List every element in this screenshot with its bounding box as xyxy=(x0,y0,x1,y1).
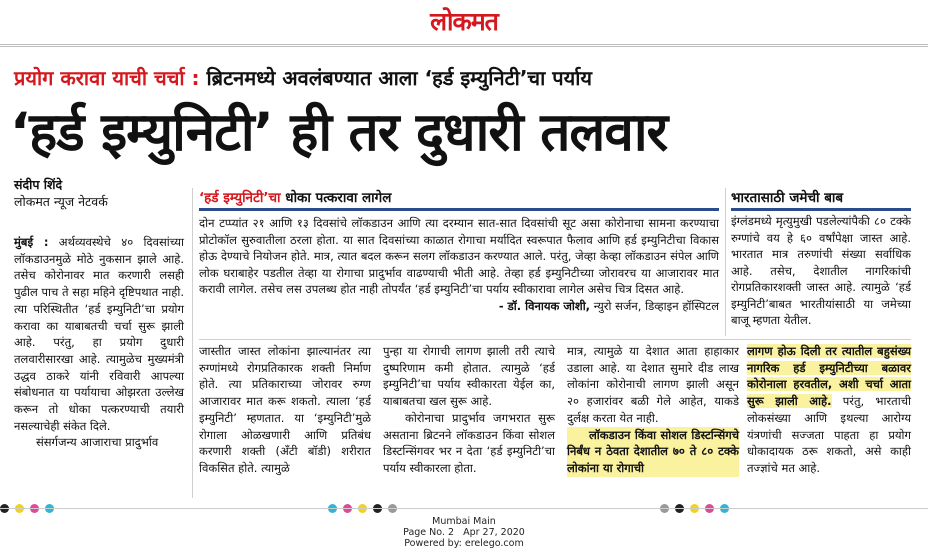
quote-role: न्युरो सर्जन, डिव्हाइन हॉस्पिटल xyxy=(590,298,719,313)
column-4-para-1: मात्र, त्यामुळे या देशात आता हाहाकार उडाला आहे. या देशात सुमारे दीड लाख लोकांना कोरोनाची लागण झाली असून २० हजारांवर बळी गेले आहेत, याकडे दुर्लक्ष करता येत नाही. xyxy=(567,344,739,425)
column-3-para-2: कोरोनाचा प्रादुर्भाव जगभरात सुरू असताना ब्रिटनने लॉकडाउन किंवा सोशल डिस्टन्सिंगवर भर न देता ‘हर्ड इम्युनिटी’चा पर्याय स्वीकारला होता. xyxy=(383,410,555,475)
column-3-para-1: पुन्हा या रोगाची लागण झाली तरी त्याचे दुष्परिणाम कमी होतात. त्यामुळे ‘हर्ड इम्युनिटी’चा पर्याय स्वीकारता येईल का, याबाबतचा खल सुरू आहे. xyxy=(383,344,555,409)
column-5-highlight: लागण होऊ दिली तर त्यातील बहुसंख्य नागरिक हर्ड इम्युनिटीच्या बळावर कोरोनाला हरवतील, अशी चर्चा आता सुरू झाली आहे. xyxy=(747,344,911,409)
article-column-3 xyxy=(383,343,555,477)
column-1-text: अर्थव्यवस्थेचे ४० दिवसांच्या लॉकडाउनमुळे मोठे नुकसान झाले आहे. तसेच कोरोनावर मात करणारी लसही पुढील पाच ते सहा महिने दृष्टिपथात नाही. त्या परिस्थितीत ‘हर्ड इम्युनिटी’चा प्रयोग करावा का याबाबतची चर्चा सुरू झाली आहे. परंतु, हा प्रयोग दुधारी तलवारीसारखा आहे. त्यामुळेच मुख्यमंत्री उद्धव ठाकरे यांनी रविवारी आपल्या संबोधनात या पर्यायाचा ओझरता उल्लेख करून तो धोका पत्करण्याची तयारी नसल्याचेही संकेत दिले. xyxy=(14,235,184,433)
masthead-divider xyxy=(0,44,928,47)
footer-edition: Mumbai Main xyxy=(432,516,496,527)
article-column-2: जास्तीत जास्त लोकांना झाल्यानंतर त्या रुग्णांमध्ये रोगप्रतिकारक शक्ती निर्माण होते. त्या प्रतिकाराच्या जोरावर रुग्ण आजारावर मात करू शकतो. त्याला ‘हर्ड इम्युनिटी’ म्हणतात. या ‘इम्युनिटी’मुळे रोगाला ओळखणारी आणि प्रतिबंध करणारी शक्ती (अँटी बॉडी) शरीरात विकसित होते. त्यामुळे xyxy=(199,344,371,475)
box-1-text: दोन टप्प्यांत २१ आणि १३ दिवसांचे लॉकडाउन आणि त्या दरम्यान सात-सात दिवसांची सूट असा कोरोनाचा सामना करण्याचा प्रोटोकॉल सुरुवातीला ठरला होता. या सात दिवसांच्या काळात रोगाचा मर्यादित स्वरूपात फैलाव आणि हर्ड इम्युनिटीचा विकास होऊ देण्याचे नियोजन होते. मात्र, त्यात बदल करून सलग लॉकडाउन करण्यात आले. परंतु, जेव्हा केव्हा लॉकडाउन संपेल आणि लोक घराबाहेर पडतील तेव्हा या रोगाचा प्रादुर्भाव वाढण्याची भीती आहे. तेव्हा हर्ड इम्युनिटीच्या जोरावरच या आजारावर मात करावी लागेल. तसेच लस उपलब्ध होत नाही तोपर्यंत ‘हर्ड इम्युनिटी’चा पर्याय स्वीकारावा लागेल असेच चित्र दिसत आहे. xyxy=(199,216,719,296)
footer-page-date xyxy=(0,527,928,538)
box-1-quote xyxy=(199,298,719,315)
headline: ‘हर्ड इम्युनिटी’ ही तर दुधारी तलवार xyxy=(10,102,668,163)
column-1-para-2: संसर्गजन्य आजाराचा प्रादुर्भाव xyxy=(36,435,159,450)
quote-name: - डॉ. विनायक जोशी, xyxy=(498,298,591,313)
kicker xyxy=(14,64,592,91)
box-1-rule xyxy=(199,208,719,211)
box-2-title: भारतासाठी जमेची बाब xyxy=(731,190,844,206)
box-1-title xyxy=(199,188,391,206)
box-2-rule xyxy=(731,208,911,211)
article-column-1 xyxy=(14,234,184,451)
article-column-5 xyxy=(747,343,911,477)
box-divider xyxy=(725,188,726,336)
column-5-text: परंतु, भारताची लोकसंख्या आणि इथल्या आरोग्य यंत्रणांची सज्जता पाहता हा प्रयोग धोकादायक ठरू शकतो, असे काही तज्ज्ञांचे मत आहे. xyxy=(747,394,911,475)
dateline: मुंबई : xyxy=(14,235,49,249)
column-4-highlight: लॉकडाउन किंवा सोशल डिस्टन्सिंगचे निर्बंध न ठेवता देशातील ७० ते ८० टक्के लोकांना या रोगाची xyxy=(567,427,739,475)
kicker-text: ब्रिटनमध्ये अवलंबण्यात आला ‘हर्ड इम्युनिटी’चा पर्याय xyxy=(199,66,593,90)
box-bottom-rule xyxy=(199,339,911,340)
article-column-4 xyxy=(567,343,739,477)
kicker-label: प्रयोग करावा याची चर्चा : xyxy=(14,66,200,90)
masthead-logo: लोकमत xyxy=(430,7,498,36)
footer-powered: Powered by: erelego.com xyxy=(404,538,524,549)
byline xyxy=(14,176,108,210)
footer-date: Apr 27, 2020 xyxy=(463,527,525,538)
column-divider xyxy=(192,188,193,498)
footer xyxy=(0,516,928,549)
box-1-title-rest: धोका पत्करावा लागेल xyxy=(280,190,392,206)
footer-divider xyxy=(0,508,928,509)
byline-org: लोकमत न्यूज नेटवर्क xyxy=(14,194,108,209)
box-1-title-red: ‘हर्ड इम्युनिटी’चा xyxy=(199,190,281,206)
box-1-body xyxy=(199,215,719,314)
byline-name: संदीप शिंदे xyxy=(14,177,63,192)
footer-page: Page No. 2 xyxy=(403,527,455,538)
box-2-body: इंग्लंडमध्ये मृत्युमुखी पडलेल्यांपैकी ८० टक्के रुग्णांचे वय हे ६० वर्षांपेक्षा जास्त आहे. भारतात मात्र तरुणांची संख्या सर्वाधिक आहे. तसेच, देशातील नागरिकांची रोगप्रतिकारशक्ती जास्त आहे. त्यामुळे ‘हर्ड इम्युनिटी’बाबत भारतीयांसाठी या जमेच्या बाजू म्हणता येतील. xyxy=(731,214,911,327)
